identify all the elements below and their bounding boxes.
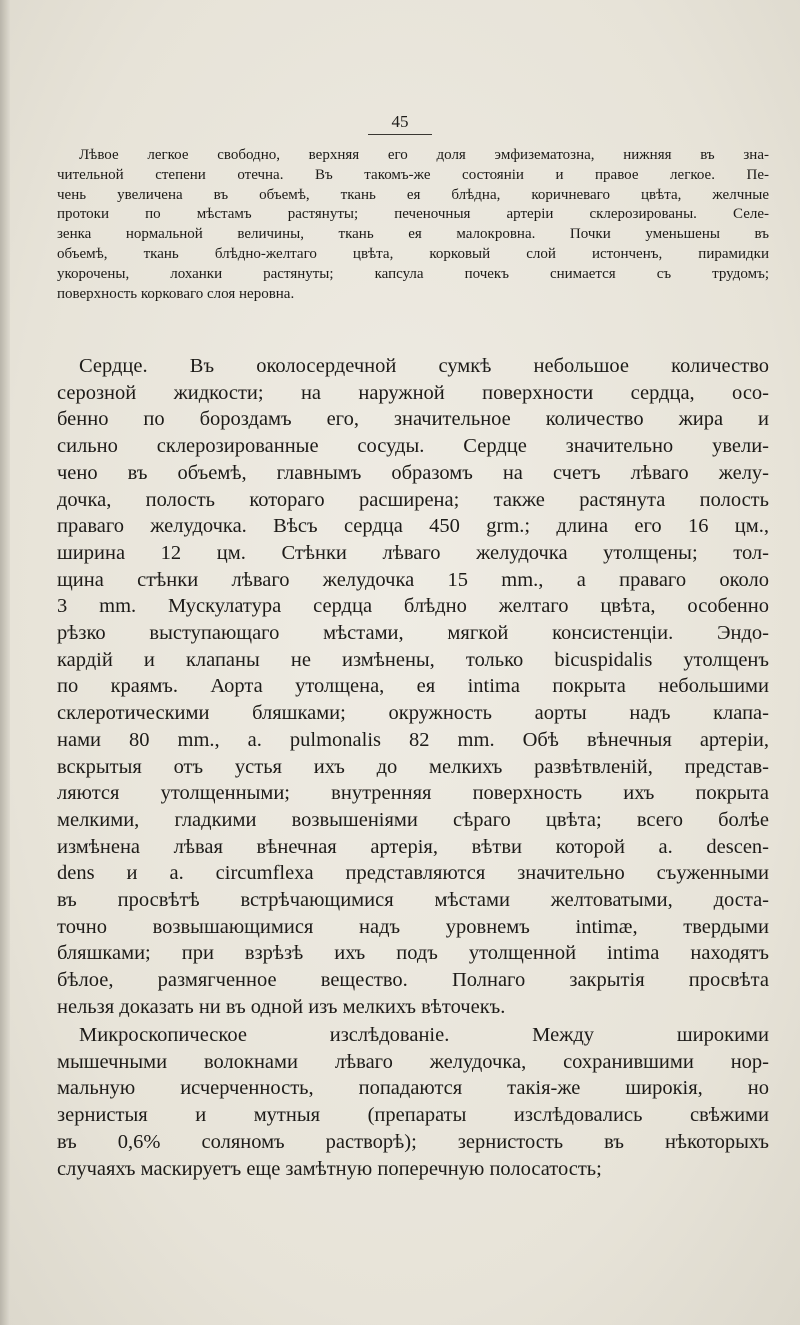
text-line: бенно по бороздамъ его, значительное количество жира и xyxy=(57,408,769,431)
text-line: по краямъ. Аорта утолщена, ея intima покрыта небольшими xyxy=(57,675,769,698)
text-line: рѣзко выступающаго мѣстами, мягкой консистенціи. Эндо- xyxy=(57,622,769,645)
text-line: въ просвѣтѣ встрѣчающимися мѣстами желтоватыми, доста- xyxy=(57,889,769,912)
text-line: ляются утолщенными; внутренняя поверхность ихъ покрыта xyxy=(57,782,769,805)
text-line: поверхность корковаго слоя неровна. xyxy=(57,285,295,302)
text-line: протоки по мѣстамъ растянуты; печеночныя артеріи склерозированы. Селе- xyxy=(57,206,769,223)
text-line: объемѣ, ткань блѣдно-желтаго цвѣта, корковый слой истонченъ, пирамидки xyxy=(57,245,769,262)
text-line: вскрытыя отъ устья ихъ до мелкихъ развѣтвленій, представ- xyxy=(57,755,769,778)
text-line: склеротическими бляшками; окружность аорты надъ клапа- xyxy=(57,702,769,725)
text-line: нами 80 mm., a. pulmonalis 82 mm. Обѣ вѣнечныя артеріи, xyxy=(57,728,769,751)
text-line: зернистыя и мутныя (препараты изслѣдовались свѣжими xyxy=(57,1104,769,1127)
paragraph-heart xyxy=(57,353,769,1021)
text-line: точно возвышающимися надъ уровнемъ intimæ, твердыми xyxy=(57,915,769,938)
paragraph-microscopic xyxy=(57,1022,769,1182)
text-line: чительной степени отечна. Въ такомъ-же состояніи и правое легкое. Пе- xyxy=(57,166,769,183)
text-line: 3 mm. Мускулатура сердца блѣдно желтаго цвѣта, особенно xyxy=(57,595,769,618)
text-line: бѣлое, размягченное вещество. Полнаго закрытія просвѣта xyxy=(57,969,769,992)
text-line: кардій и клапаны не измѣнены, только bicuspidalis утолщенъ xyxy=(57,648,769,671)
text-line: дочка, полость котораго расширена; также растянута полость xyxy=(57,488,769,511)
text-line: чено въ объемѣ, главнымъ образомъ на счетъ лѣваго желу- xyxy=(57,461,769,484)
text-line: сильно склерозированные сосуды. Сердце значительно увели- xyxy=(57,435,769,458)
text-line: случаяхъ маскируетъ еще замѣтную поперечную полосатость; xyxy=(57,1157,602,1180)
text-line: Микроскопическое изслѣдованіе. Между широкими xyxy=(79,1024,769,1046)
text-line: бляшками; при взрѣзѣ ихъ подъ утолщенной intima находятъ xyxy=(57,942,769,965)
paragraph-lungs-liver-kidneys xyxy=(57,146,769,304)
text-line: въ 0,6% соляномъ растворѣ); зернистость въ нѣкоторыхъ xyxy=(57,1130,769,1153)
text-line: измѣнена лѣвая вѣнечная артерія, вѣтви которой a. descen- xyxy=(57,835,769,858)
text-line: Лѣвое легкое свободно, верхняя его доля эмфизематозна, нижняя въ зна- xyxy=(79,147,769,163)
text-line: чень увеличена въ объемѣ, ткань ея блѣдна, коричневаго цвѣта, желчные xyxy=(57,186,769,203)
text-line: Сердце. Въ околосердечной сумкѣ небольшое количество xyxy=(79,355,769,377)
text-line: dens и a. circumflexa представляются значительно съуженными xyxy=(57,862,769,885)
text-line: зенка нормальной величины, ткань ея малокровна. Почки уменьшены въ xyxy=(57,226,769,243)
page-edge-shadow xyxy=(0,0,10,1325)
page-number: 45 xyxy=(368,112,432,135)
text-line: щина стѣнки лѣваго желудочка 15 mm., а праваго около xyxy=(57,568,769,591)
text-line: укорочены, лоханки растянуты; капсула почекъ снимается съ трудомъ; xyxy=(57,265,769,282)
text-line: мальную исчерченность, попадаются такія-же широкія, но xyxy=(57,1077,769,1100)
text-line: мышечными волокнами лѣваго желудочка, сохранившими нор- xyxy=(57,1050,769,1073)
text-line: серозной жидкости; на наружной поверхности сердца, осо- xyxy=(57,381,769,404)
text-line: мелкими, гладкими возвышеніями сѣраго цвѣта; всего болѣе xyxy=(57,808,769,831)
text-line: ширина 12 цм. Стѣнки лѣваго желудочка утолщены; тол- xyxy=(57,541,769,564)
text-line: нельзя доказать ни въ одной изъ мелкихъ вѣточекъ. xyxy=(57,995,506,1018)
text-line: праваго желудочка. Вѣсъ сердца 450 grm.; длина его 16 цм., xyxy=(57,515,769,538)
